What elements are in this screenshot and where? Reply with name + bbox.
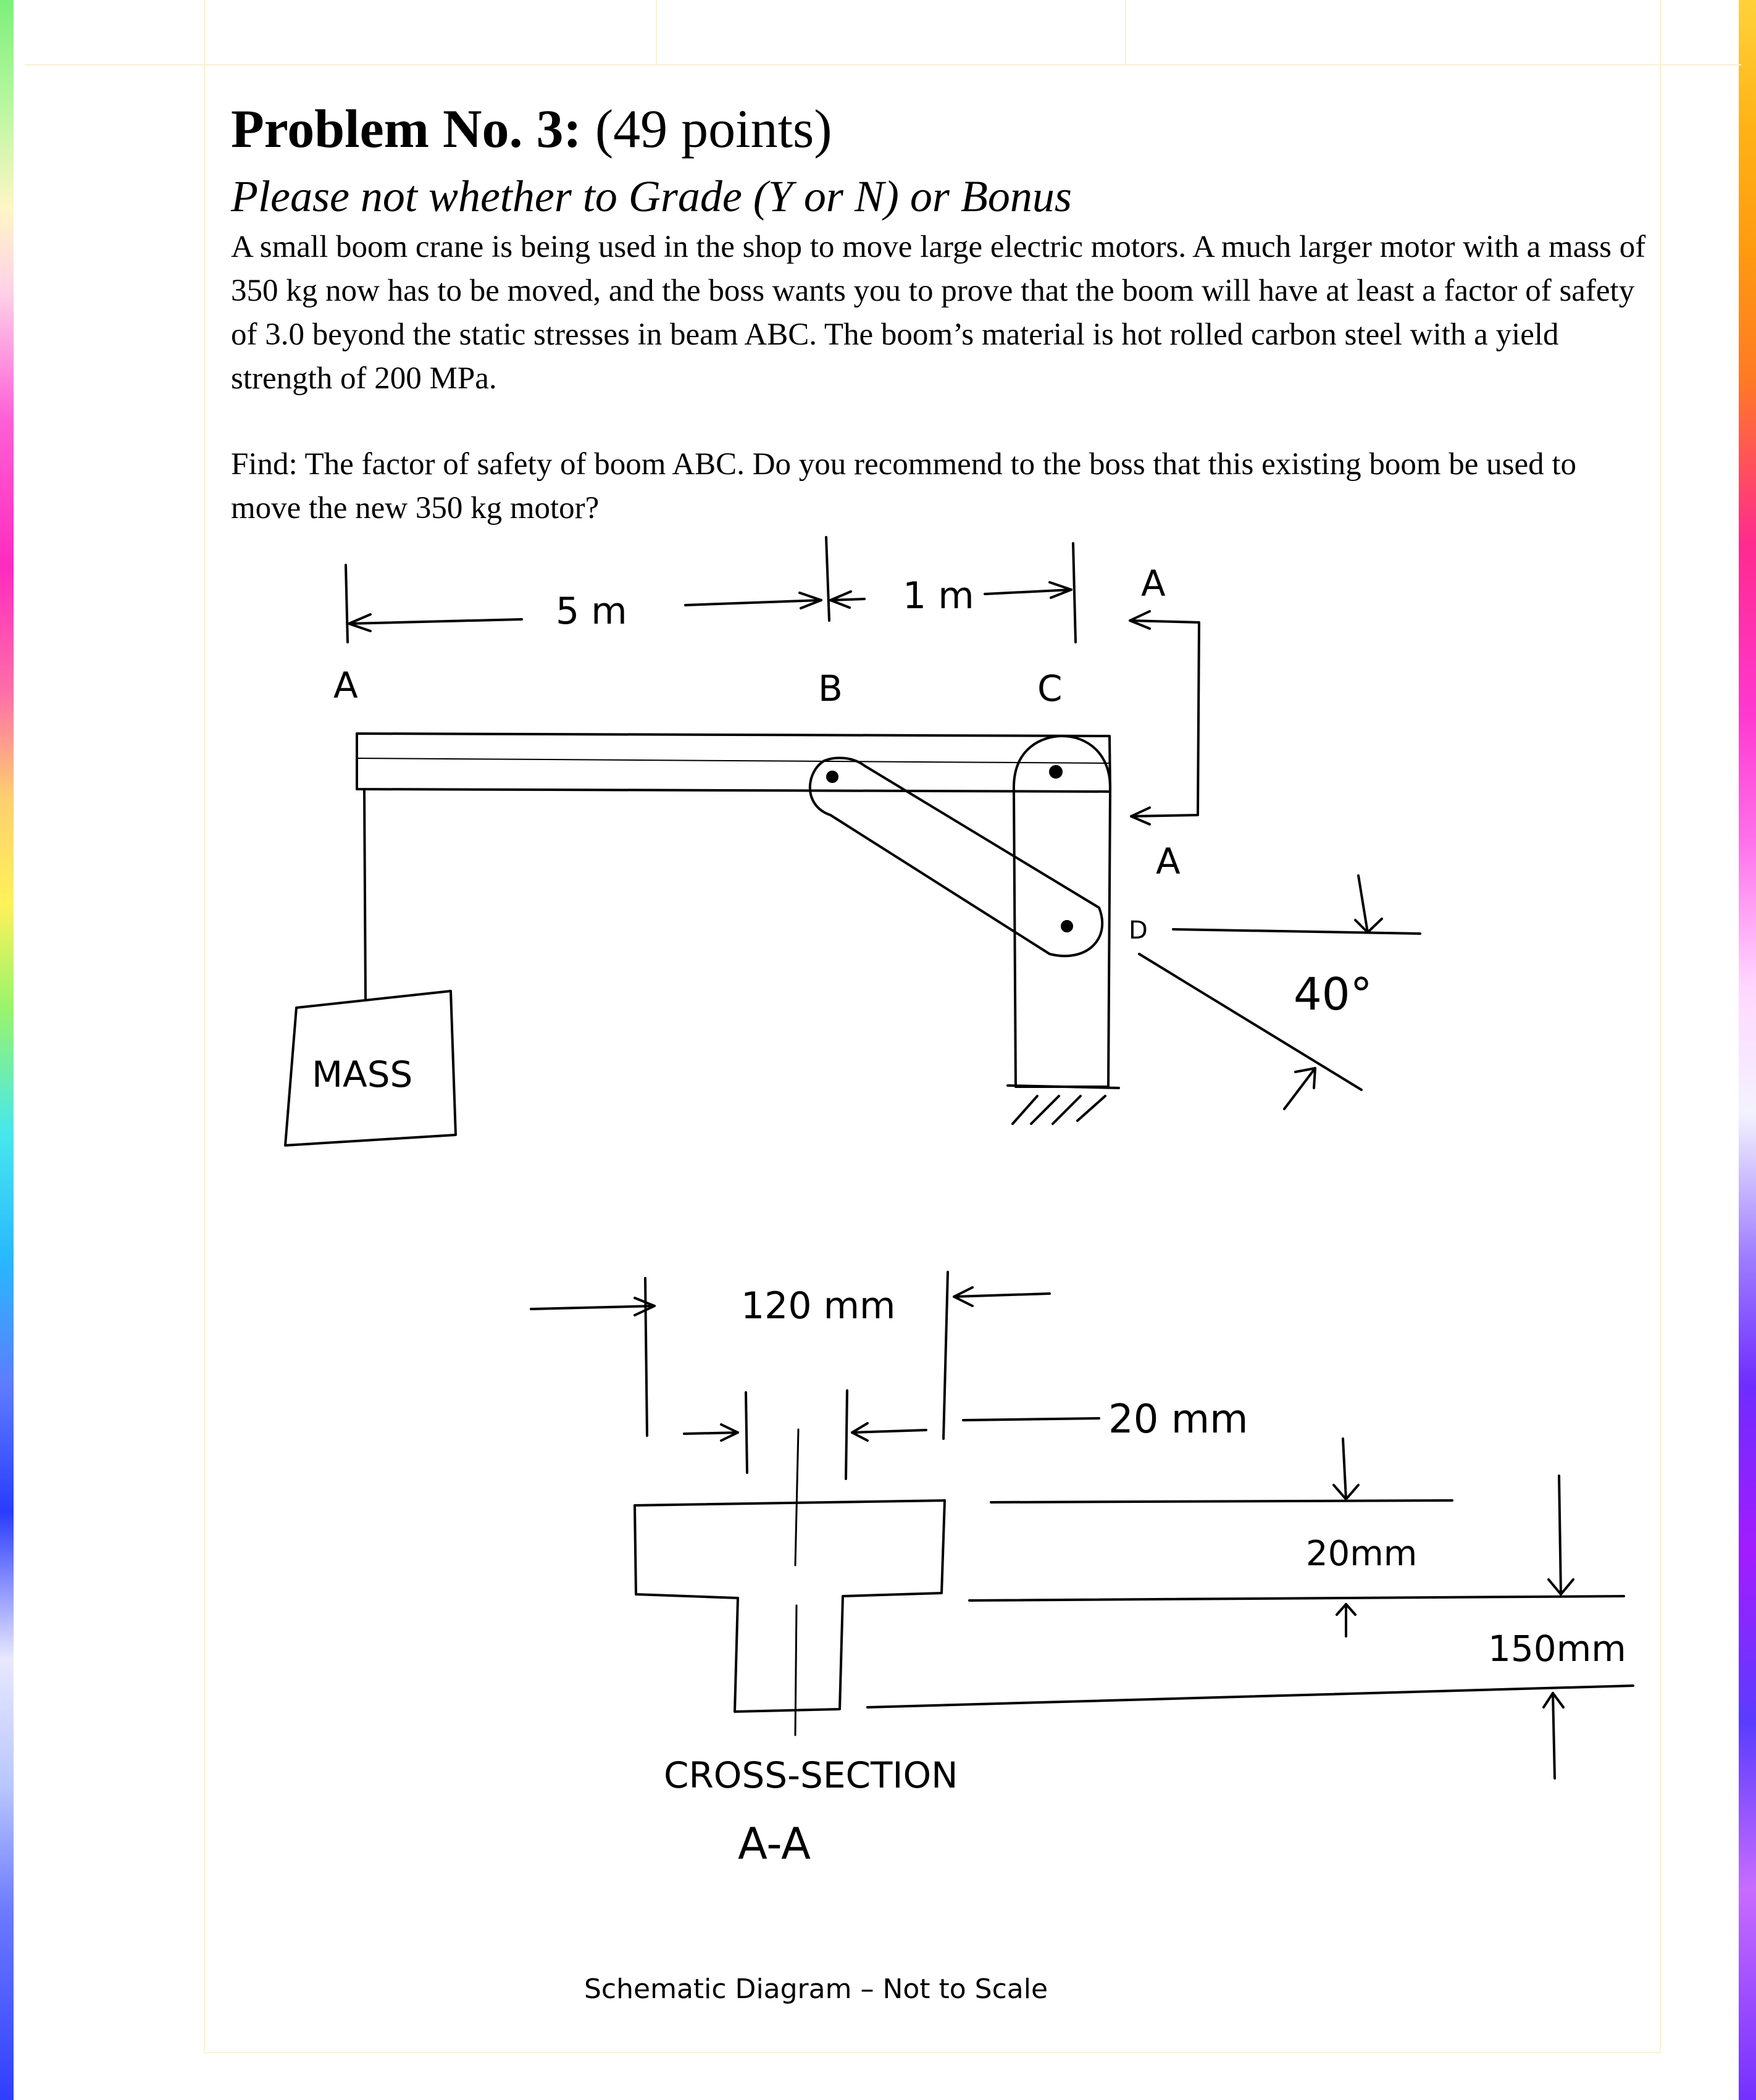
cross-section-flange-dimension [969,1439,1624,1636]
cross-section-id: A-A [738,1818,811,1869]
mass-label: MASS [312,1053,413,1095]
hoist-cable [364,790,366,999]
point-label-b: B [818,667,843,709]
problem-points: (49 points) [595,99,832,159]
section-cut-marker [1130,611,1199,824]
diagram-caption: Schematic Diagram – Not to Scale [584,1973,1048,2005]
section-label-bottom: A [1156,840,1181,882]
problem-description: A small boom crane is being used in the shop to move large electric motors. A much larger motor with a mass of 350 kg now has to be moved, and the boss wants you to prove that the boom will have at least a factor of safety of 3.0 beyond the static stresses in beam ABC. The boom’s material is hot rolled carbon steel with a yield strength of 200 MPa. [231,230,1646,396]
dimension-label-1m: 1 m [903,574,974,617]
boom-beam-abc [357,734,1110,792]
cross-section-flange-label: 20mm [1306,1534,1418,1574]
brace-bd [810,758,1102,956]
column-cd [1014,736,1110,1087]
angle-indicator [1139,876,1420,1109]
cross-section-height-label: 150mm [1488,1628,1626,1670]
point-label-d: D [1129,916,1148,945]
cross-section-web-dimension [684,1391,1099,1479]
problem-find: Find: The factor of safety of boom ABC. Do you recommend to the boss that this existing boom be used to move the new 350 kg motor? [231,447,1577,525]
ground-hatch [1008,1086,1119,1124]
grading-instruction: Please not whether to Grade (Y or N) or Bonus [231,172,1072,221]
point-label-c: C [1037,667,1063,709]
angle-label: 40° [1294,968,1373,1020]
section-label-top: A [1141,563,1166,604]
cross-section-width-label: 120 mm [741,1284,896,1328]
cross-section-web-label: 20 mm [1108,1397,1248,1442]
cross-section-height-dimension [868,1476,1633,1778]
dimension-label-5m: 5 m [556,590,627,633]
cross-section-title: CROSS-SECTION [664,1754,958,1796]
tee-cross-section-shape [635,1429,945,1735]
problem-heading: Problem No. 3: [231,99,582,159]
point-label-a: A [333,664,358,706]
